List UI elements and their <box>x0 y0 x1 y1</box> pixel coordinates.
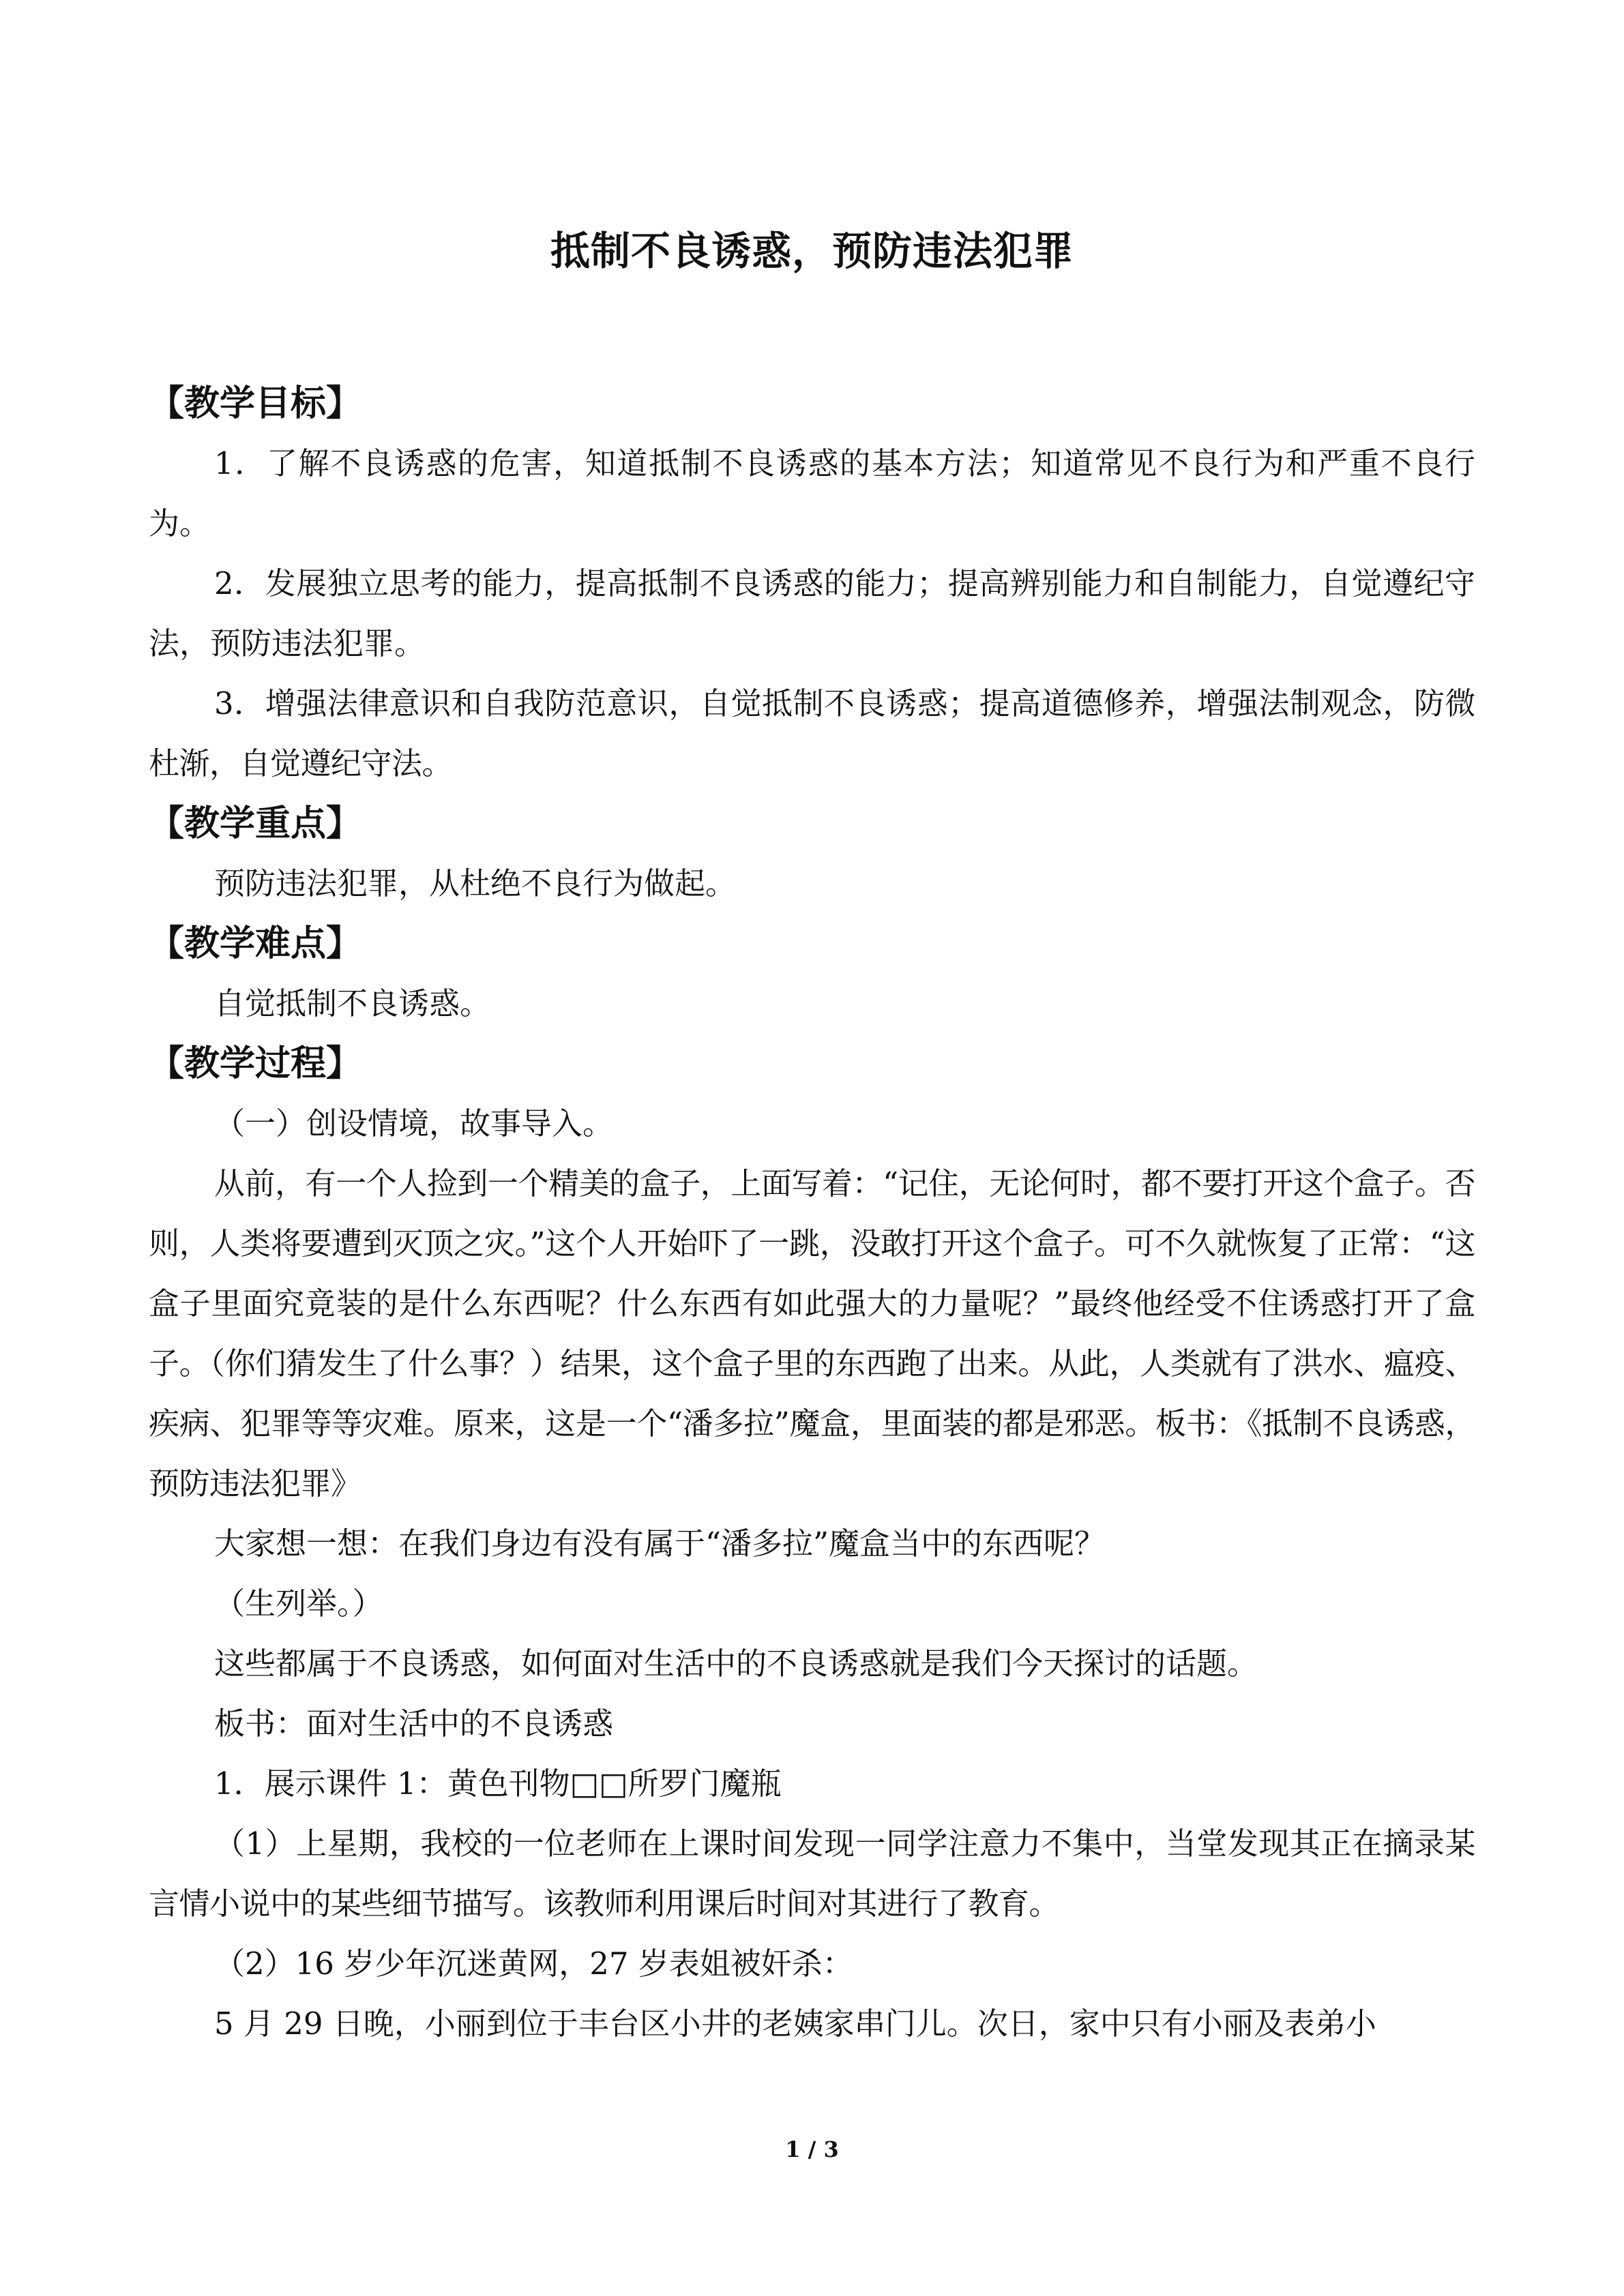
objective-item-3: 3．增强法律意识和自我防范意识，自觉抵制不良诱惑；提高道德修养，增强法制观念，防微杜渐，自觉遵纪守法。 <box>149 685 1475 781</box>
process-case-1-paragraph: （1）上星期，我校的一位老师在上课时间发现一同学注意力不集中，当堂发现其正在摘录某言情小说中的某些细节描写。该教师利用课后时间对其进行了教育。 <box>149 1825 1475 1922</box>
key-point-text: 预防违法犯罪，从杜绝不良行为做起。 <box>214 865 737 901</box>
process-board-paragraph: 板书：面对生活中的不良诱惑 <box>214 1705 614 1742</box>
process-case-2-title: （2）16 岁少年沉迷黄网，27 岁表姐被奸杀： <box>214 1945 853 1982</box>
process-student-list-paragraph: （生列举。） <box>214 1585 383 1622</box>
page-number: 1 / 3 <box>785 2136 839 2162</box>
process-topic-paragraph: 这些都属于不良诱惑，如何面对生活中的不良诱惑就是我们今天探讨的话题。 <box>214 1645 1258 1682</box>
process-courseware-paragraph: 1．展示课件 1：黄色刊物□□所罗门魔瓶 <box>214 1765 782 1802</box>
document-title: 抵制不良诱惑，预防违法犯罪 <box>550 228 1074 274</box>
process-case-2-paragraph: 5 月 29 日晚，小丽到位于丰台区小井的老姨家串门儿。次日，家中只有小丽及表弟小 <box>214 2006 1376 2042</box>
objective-item-2: 2．发展独立思考的能力，提高抵制不良诱惑的能力；提高辨别能力和自制能力，自觉遵纪守法，预防违法犯罪。 <box>149 565 1475 661</box>
process-story-paragraph: 从前，有一个人捡到一个精美的盒子，上面写着：“记住，无论何时，都不要打开这个盒子。否则，人类将要遭到灭顶之灾。”这个人开始吓了一跳，没敢打开这个盒子。可不久就恢复了正常：“这盒子里面究竟装的是什么东西呢？什么东西有如此强大的力量呢？”最终他经受不住诱惑打开了盒子。（你们猜发生了什么事？）结果，这个盒子里的东西跑了出来。从此，人类就有了洪水、瘟疫、疾病、犯罪等等灾难。原来，这是一个“潘多拉”魔盒，里面装的都是邪恶。板书：《抵制不良诱惑，预防违法犯罪》 <box>149 1165 1475 1502</box>
objective-item-1: 1．了解不良诱惑的危害，知道抵制不良诱惑的基本方法；知道常见不良行为和严重不良行为。 <box>149 445 1475 541</box>
section-heading-objectives: 【教学目标】 <box>149 383 362 424</box>
section-heading-key-point: 【教学重点】 <box>149 803 362 844</box>
difficulty-text: 自觉抵制不良诱惑。 <box>214 985 491 1022</box>
document-body <box>149 374 1475 2054</box>
section-heading-process: 【教学过程】 <box>149 1043 362 1084</box>
process-question-paragraph: 大家想一想：在我们身边有没有属于“潘多拉”魔盒当中的东西呢？ <box>214 1525 1106 1562</box>
section-heading-difficulty: 【教学难点】 <box>149 923 362 964</box>
process-step-intro: （一）创设情境，故事导入。 <box>214 1105 614 1142</box>
